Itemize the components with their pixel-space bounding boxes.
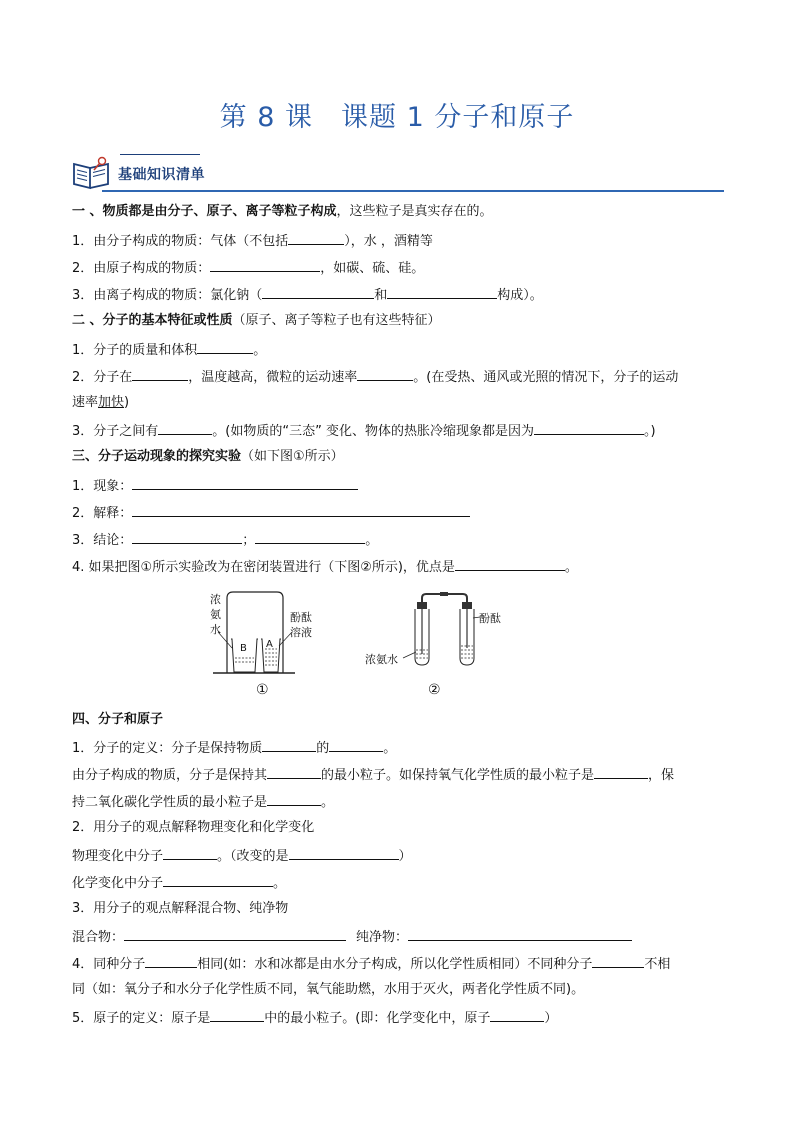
s2-item-3 [72,421,656,441]
text: 的 [316,741,330,756]
s2-item-1 [72,340,266,360]
text: 3．由离子构成的物质：氯化钠（ [72,288,263,303]
s3-item-2 [72,503,470,523]
s1-heading-tail: ，这些粒子是真实存在的。 [336,204,493,219]
answer-blank[interactable] [158,421,212,435]
s4-item-1 [72,738,396,758]
fig2-right-label: 酚酞 [479,612,501,625]
answer-blank[interactable] [255,530,365,544]
s3-item-3 [72,530,378,550]
s4-item-3 [72,900,288,918]
answer-blank[interactable] [267,765,321,779]
answer-blank[interactable] [132,476,358,490]
text: 2．分子在 [72,370,133,385]
text: 氨 [210,608,221,621]
s3-heading: 三、分子运动现象的探究实验 [72,449,242,464]
answer-blank[interactable] [210,258,320,272]
text: 4．同种分子 [72,957,146,972]
text: 物理变化中分子 [72,849,164,864]
text: ) [124,395,130,410]
text: 纯净物： [356,930,409,945]
text: 混合物： [72,930,125,945]
s2-item-2-cont [72,394,129,412]
text: 。 [321,795,335,810]
fig2-left-label: 浓氨水 [365,653,398,666]
text: 构成）。 [497,288,543,303]
answer-blank[interactable] [534,421,644,435]
text: 2．解释： [72,506,133,521]
text: 不相 [644,957,671,972]
s4-heading: 四、分子和原子 [72,712,164,727]
text: 。 [383,741,397,756]
s2-heading-line [72,312,441,330]
text: 。 [365,533,379,548]
s3-heading-line [72,448,344,466]
answer-blank[interactable] [267,792,321,806]
answer-blank[interactable] [289,846,399,860]
text: 2．用分子的观点解释物理变化和化学变化 [72,820,315,835]
text: ，温度越高，微粒的运动速率 [188,370,358,385]
text: 浓 [210,593,221,606]
s4-item-5 [72,1008,557,1028]
s4-item-1-cont [72,765,674,785]
text: 3．分子之间有 [72,424,159,439]
text: ） [544,1011,558,1026]
text: 中的最小粒子。(即：化学变化中，原子 [264,1011,491,1026]
text: ，保 [648,768,675,783]
text: 。（改变的是 [217,849,289,864]
text: ），水 ，酒精等 [344,234,433,249]
text: ，如碳、硫、硅。 [320,261,425,276]
text: 1．分子的定义：分子是保持物质 [72,741,263,756]
s3-item-1 [72,476,358,496]
answer-blank[interactable] [210,1008,264,1022]
text: 同（如：氧分子和水分子化学性质不同，氧气能助燃，水用于灭火，两者化学性质不同)。 [72,982,585,997]
answer-blank[interactable] [132,367,188,381]
text: 。 [273,876,287,891]
beaker-b-label: B [240,643,247,654]
s4-chemical-change [72,873,286,893]
text: 速率 [72,395,99,410]
text: 1．现象： [72,479,133,494]
text: 相同(如：水和冰都是由水分子构成，所以化学性质相同）不同种分子 [197,957,593,972]
text: 。 [253,343,267,358]
text: 4. 如果把图①所示实验改为在密闭装置进行（下图②所示)，优点是 [72,560,455,575]
answer-blank[interactable] [132,530,242,544]
answer-blank[interactable] [262,285,374,299]
text: 酚酞 [290,611,312,624]
fig1-right-label [290,610,312,640]
s1-item-3 [72,285,543,305]
s1-item-2 [72,258,424,278]
answer-blank[interactable] [357,367,413,381]
answer-blank[interactable] [288,231,344,245]
s2-heading: 二 、分子的基本特征或性质 [72,313,233,328]
answer-blank[interactable] [387,285,497,299]
s1-heading: 一 、物质都是由分子、原子、离子等粒子构成 [72,204,337,219]
s4-heading-line [72,711,163,729]
figure-caption-1: ① [256,682,269,698]
text: 和 [374,288,388,303]
s1-heading-line [72,203,493,221]
answer-blank[interactable] [408,927,632,941]
section-banner [72,146,722,194]
banner-bottom-rule [102,190,724,192]
text: 溶液 [290,626,312,639]
answer-blank[interactable] [132,503,470,517]
answer-blank[interactable] [592,954,644,968]
s3-heading-tail: （如下图①所示） [241,449,344,464]
text: 2．由原子构成的物质： [72,261,211,276]
s4-item-2 [72,819,314,837]
text: 1．分子的质量和体积 [72,343,198,358]
text: 。 [564,560,578,575]
answer-blank[interactable] [490,1008,544,1022]
text: ； [242,533,256,548]
answer-blank[interactable] [145,954,197,968]
answer-blank[interactable] [329,738,383,752]
answer-blank[interactable] [594,765,648,779]
s2-heading-tail: （原子、离子等粒子也有这些特征） [232,313,441,328]
answer-blank[interactable] [163,846,217,860]
underlined-text: 加快 [98,395,125,410]
answer-blank[interactable] [197,340,253,354]
text: 水 [210,623,221,636]
answer-blank[interactable] [455,557,565,571]
text: 5．原子的定义：原子是 [72,1011,211,1026]
banner-label: 基础知识清单 [118,167,205,183]
text: 1．由分子构成的物质：气体（不包括 [72,234,289,249]
figure-caption-2: ② [428,682,441,698]
s4-item-4-cont [72,981,584,999]
s4-physical-change [72,846,412,866]
answer-blank[interactable] [163,873,273,887]
text: 。(在受热、通风或光照的情况下，分子的运动 [413,370,679,385]
text: 。(如物质的“三态” 变化、物体的热胀冷缩现象都是因为 [212,424,534,439]
experiment-figure [205,588,505,700]
text: 3．结论： [72,533,133,548]
s3-item-4 [72,557,578,577]
page-title: 第 8 课 课题 1 分子和原子 [219,102,575,133]
text: 。) [643,424,656,439]
answer-blank[interactable] [262,738,316,752]
text: 3．用分子的观点解释混合物、纯净物 [72,901,289,916]
s4-item-4 [72,954,670,974]
s1-item-1 [72,231,433,251]
open-book-icon [72,156,112,190]
s4-mixture-pure [72,927,632,947]
text: 化学变化中分子 [72,876,164,891]
banner-top-rule [120,154,200,155]
beaker-a-label: A [266,639,273,650]
answer-blank[interactable] [124,927,346,941]
fig1-left-label [210,592,221,637]
s2-item-2 [72,367,678,387]
text: ） [398,849,412,864]
text: 持二氧化碳化学性质的最小粒子是 [72,795,268,810]
text: 由分子构成的物质，分子是保持其 [72,768,268,783]
text: 的最小粒子。如保持氧气化学性质的最小粒子是 [321,768,595,783]
experiment-diagram [205,588,505,700]
s4-item-1-cont2 [72,792,334,812]
